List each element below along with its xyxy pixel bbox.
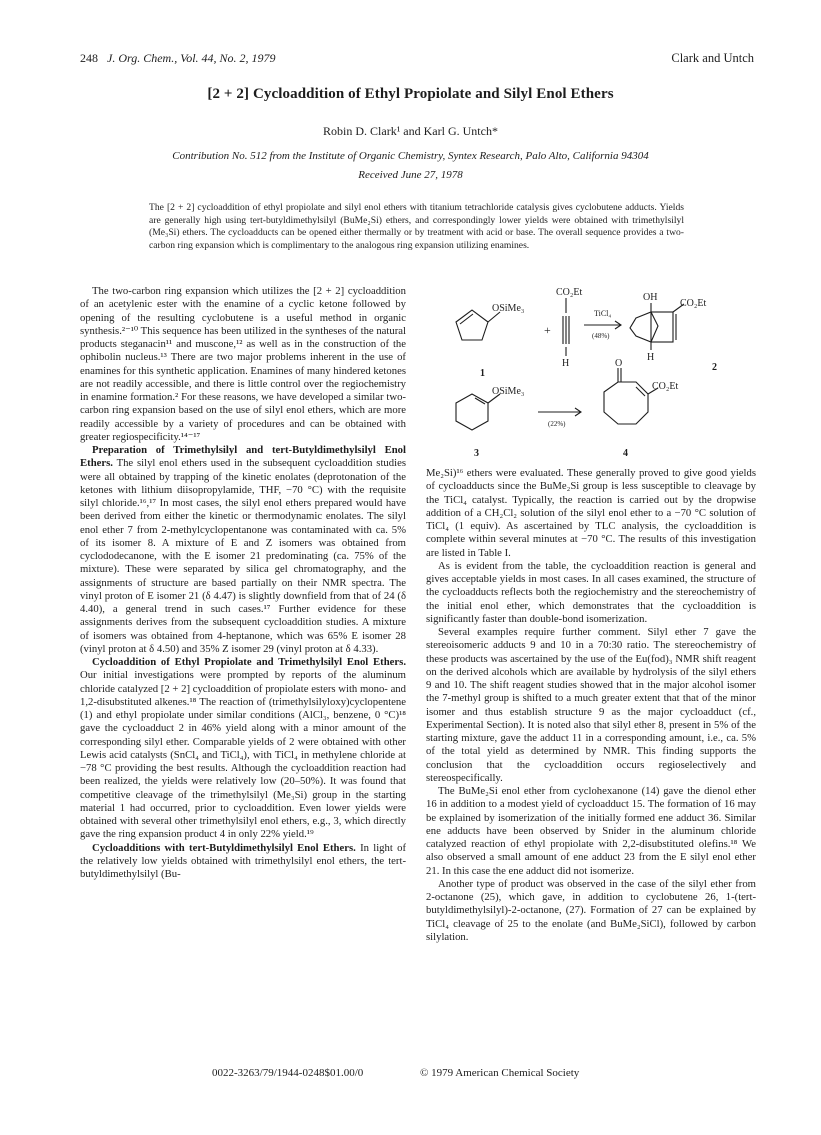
hydrogen-label: H — [562, 358, 570, 369]
page-number: 248 — [80, 51, 98, 65]
paragraph-heading: Cycloaddition of Ethyl Propiolate and Trimethylsilyl Enol Ethers. — [92, 656, 406, 668]
bicyclic-product — [630, 312, 658, 342]
left-column — [80, 285, 406, 1067]
yield-label: (22%) — [548, 420, 566, 428]
footer-copyright: © 1979 American Chemical Society — [420, 1067, 580, 1079]
article-affiliation: Contribution No. 512 from the Institute of Organic Chemistry, Syntex Research, Palo Alto, California 94304 — [172, 150, 649, 162]
paragraph-heading: Preparation of Trimethylsilyl and tert-Butyldimethylsilyl Enol Ethers. — [80, 444, 406, 470]
co2et-label: CO₂Et — [652, 381, 679, 392]
running-header-left — [80, 51, 276, 66]
paragraph: As is evident from the table, the cycloaddition reaction is general and gives acceptable yields in most cases. In all cases examined, the structure of the cycloadducts reflects both the regiochemistry and the stereochemistry of the initial enol ether, which demonstrates that the cycloaddition is significantly faster than double-bond isomerization. — [426, 559, 756, 625]
paragraph: The BuMe₂Si enol ether from cyclohexanone (14) gave the dienol ether 16 in addition to a modest yield of cycloadduct 15. The formation of 16 may be explained by isomerization of the initially formed ene adduct 36. Similar ene adducts have been observed by Snider in the aluminum chloride catalyzed reaction of ethyl propiolate with 2,2-disubstituted olefins.¹⁸ We also observed a small amount of ene adduct 23 from the E silyl enol ether 21. In this case the ene adduct did not isomerize. — [426, 785, 756, 877]
paragraph-text: Our initial investigations were prompted by reports of the aluminum chloride catalyzed [2 + 2] cycloaddition of propiolate esters with mono- and 1,2-disubstituted alkenes.¹⁸ The reaction of (trimethylsilyloxy)cyclopentene (1) and ethyl propiolate under similar conditions (AlCl₃, benzene, 0 °C)¹⁸ gave the cycloadduct 2 in 46% yield along with a minor amount of the corresponding silyl ether. Comparable yields of 2 were obtained with other Lewis acid catalysts (SnCl₄ and TiCl₄), with TiCl₄ in methylene chloride at −78 °C providing the best results. Although the cycloaddition reaction had been realized, the yields were relatively low (20–50%). It was found that competitive cleavage of the trimethylsilyl (Me₃Si) group in the starting material 1 had occurred, prior to cycloaddition. Even lower yields were obtained with several other trimethylsilyl enol ethers, e.g., 3, which directly gave the ring expansion product 4 in only 22% yield.¹⁹ — [80, 669, 406, 841]
paragraph: Me₂Si)¹⁶ ethers were evaluated. These generally proved to give good yields of cycloadducts since the BuMe₂Si group is less susceptible to cleavage by the TiCl₄ catalyst. Typically, the reaction is carried out by the dropwise addition of a CH₂Cl₂ solution of the silyl enol ether to a −70 °C solution of TiCl₄ (1 equiv). As ascertained by TLC analysis, the cycloaddition is complete within several minutes at −70 °C. The results of this investigation are listed in Table I. — [426, 467, 756, 559]
paragraph-text: The two-carbon ring expansion which utilizes the [2 + 2] cycloaddition of an acetylenic ester with the enamine of a cyclic ketone followed by opening of the resulting cyclobutene is a useful method in organic synthesis.²⁻¹⁰ This sequence has been utilized in the syntheses of the natural products steganacin¹¹ and muscone,¹² as well as in the construction of the ophibolin nucleus.¹³ There are two major problems inherent in the use of enamines for this synthetic application. Enamines of many hindered ketones are not readily accessible, and there is little control over the regiochemistry in enamine formation.² For these reasons, we have developed a similar two-carbon ring expansion based on the use of silyl enol ethers, which are more readily accessible by a variety of procedures and can be obtained with greater regiospecificity.¹⁴⁻¹⁷ — [80, 285, 406, 443]
paragraph — [80, 285, 406, 444]
cyclooctenone-ring — [604, 382, 648, 424]
abstract: The [2 + 2] cycloaddition of ethyl propiolate and silyl enol ethers with titanium tetrachloride catalysis gives cyclobutene adducts. Yields are generally high using tert-butyldimethylsilyl (BuMe₂Si) ethers, and correspondingly lower yields were obtained with trimethylsilyl (Me₃Si) ethers. The cycloadducts can be opened either thermally or by treatment with acid or base. The overall sequence provides a two-carbon ring expansion which is complimentary to the analogous ring expansion utilizing enamines. — [149, 202, 684, 252]
cyclohexene-ring — [456, 394, 488, 430]
paragraph-text: In light of the relatively low yields obtained with trimethylsilyl enol ethers, the tert-butyldimethylsilyl (Bu- — [80, 841, 406, 880]
journal-citation: J. Org. Chem., Vol. 44, No. 2, 1979 — [107, 51, 276, 65]
paragraph — [80, 444, 406, 656]
co2et-label: CO₂Et — [556, 287, 583, 298]
compound-number: 4 — [623, 448, 628, 459]
compound-number: 3 — [474, 448, 479, 459]
running-authors: Clark and Untch — [671, 51, 754, 65]
article-title: [2 + 2] Cycloaddition of Ethyl Propiolate and Silyl Enol Ethers — [207, 86, 614, 102]
osime3-label: OSiMe₃ — [492, 303, 525, 314]
compound-number: 1 — [480, 368, 485, 379]
paragraph-heading: Cycloadditions with tert-Butyldimethylsilyl Enol Ethers. — [92, 841, 356, 854]
plus-sign: + — [544, 323, 551, 337]
hydrogen-label: H — [647, 352, 655, 363]
hydroxyl-label: OH — [643, 292, 658, 303]
yield-label: (48%) — [592, 332, 610, 340]
paragraph — [80, 842, 406, 882]
co2et-label: CO₂Et — [680, 298, 707, 309]
reaction-scheme — [426, 278, 756, 462]
reagent-label: TiCl₄ — [594, 309, 612, 318]
article-authors: Robin D. Clark¹ and Karl G. Untch* — [323, 124, 498, 138]
paragraph — [80, 656, 406, 842]
right-column — [426, 467, 756, 1067]
footer-code: 0022-3263/79/1944-0248$01.00/0 — [212, 1067, 364, 1079]
paragraph: Another type of product was observed in the case of the silyl ether from 2-octanone (25), which gave, in addition to cyclobutene 26, 1-(tert-butyldimethylsilyl)-2-octanone, (27). Formation of 27 can be explained by TiCl₄ cleavage of 25 to the enolate (and BuMe₂SiCl), followed by carbon silylation. — [426, 877, 756, 943]
compound-number: 2 — [712, 362, 717, 373]
paragraph: Several examples require further comment. Silyl ether 7 gave the stereoisomeric adducts 9 and 10 in a 70:30 ratio. The stereochemistry of these products was ascertained by the use of the Eu(fod)₃ NMR shift reagent on the derived alcohols which are available by hydrolysis of the silyl ethers 9 and 10. The shift reagent studies showed that in the major alcohol isomer the 7-methyl group is shifted to a much greater extent that that of the minor isomer and thus establish structure 9 as the major cycloadduct (cf., Experimental Section). It is noted also that silyl ether 8, present in 5% of the starting mixture, gave the adduct 11 in a corresponding amount, i.e., ca. 5% of the total yield as determined by NMR. This finding supports the conclusion that the cycloaddition occurs regioselectively and stereospecifically. — [426, 626, 756, 784]
oxygen-label: O — [615, 358, 623, 369]
paragraph-text: The silyl enol ethers used in the subsequent cycloaddition studies were all obtained by trapping of the kinetic enolates (deprotonation of the ketones with lithium diisopropylamide, THF, −70 °C) with the requisite silyl chloride.¹⁶,¹⁷ In most cases, the silyl enol ethers prepared would have been derived from either the kinetic or thermodynamic enolates. The silyl enol ether 7 from 2-methylcyclopentanone was contaminated with ca. 5% of its isomer 8. A mixture of E and Z isomers was obtained from cyclododecanone, with the E isomer 21 predominating (ca. 75% of the mixture). These were separated by silica gel chromatography, and the assignments of structure are based partially on their NMR spectra. The vinyl proton of E isomer 21 (δ 4.47) is slightly downfield from that of 24 (δ 4.40), a general trend in such cases.¹⁷ Further evidence for these assignments derives from the subsequent cycloaddition studies. A mixture of isomers was obtained from 4-heptanone, which was 65% E isomer 28 (vinyl proton at δ 4.50) and 35% Z isomer 29 (vinyl proton at δ 4.33). — [80, 457, 406, 655]
osime3-label: OSiMe₃ — [492, 386, 525, 397]
received-date: Received June 27, 1978 — [358, 169, 463, 181]
